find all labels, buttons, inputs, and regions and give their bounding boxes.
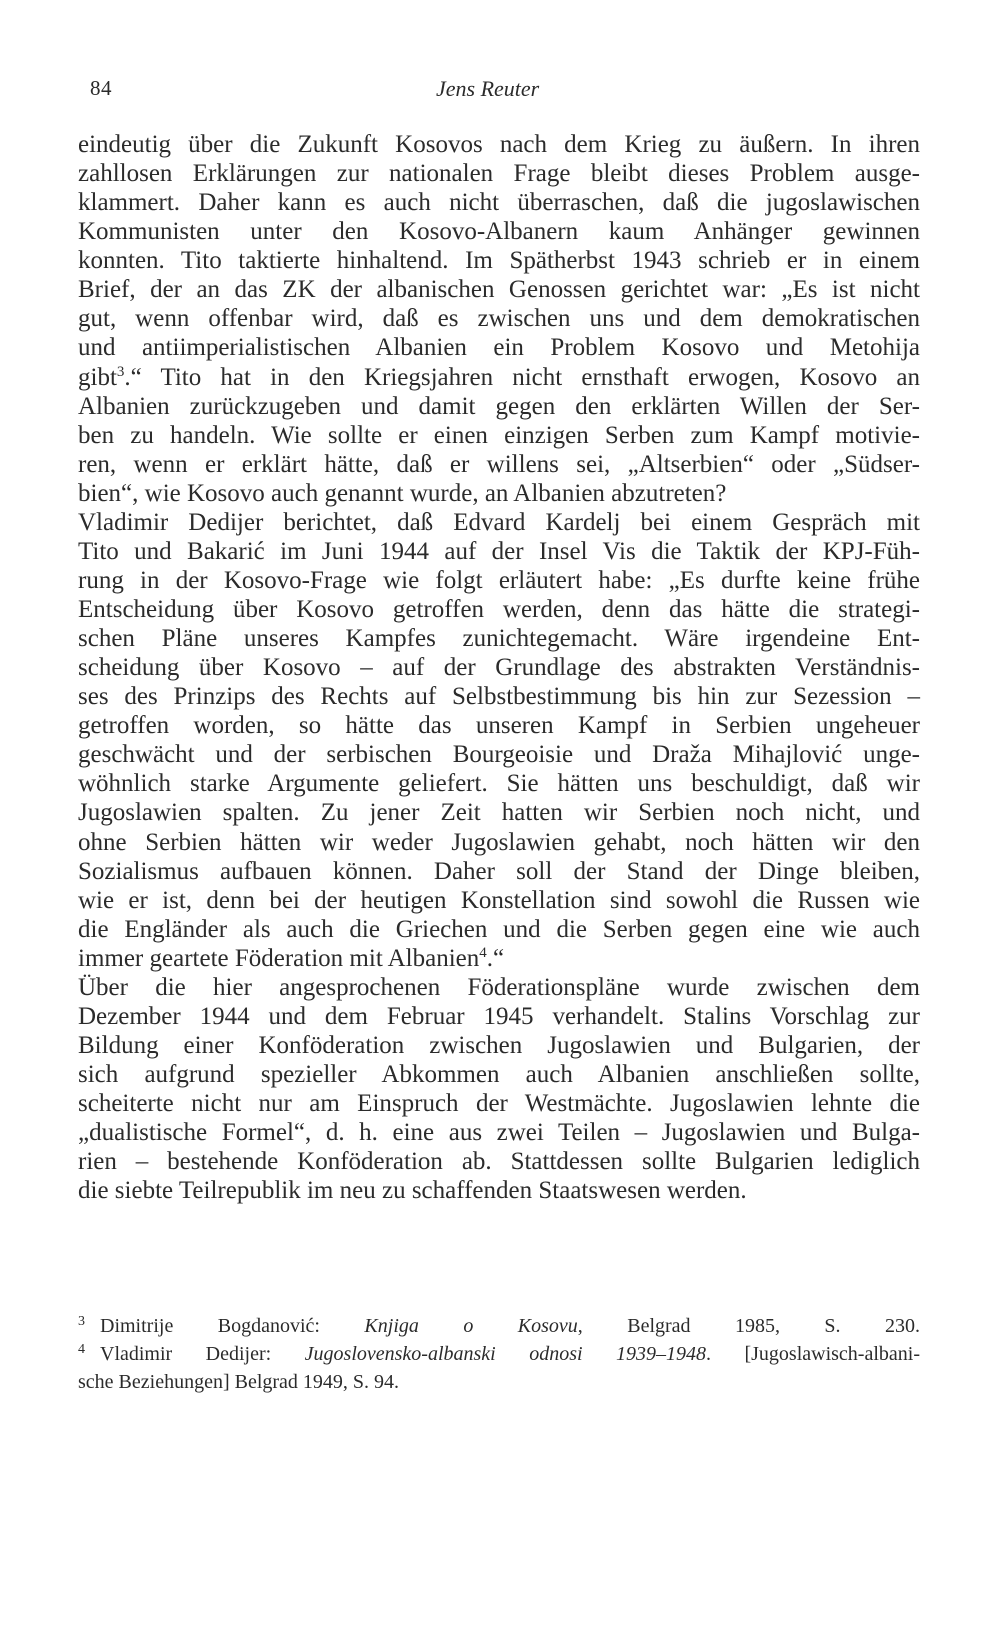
text-line-content: ses des Prinzips des Rechts auf Selbstbestimmung bis hin zur Sezession –: [78, 683, 920, 711]
footnote-title: Jugoslovensko-albanski odnosi 1939–1948: [304, 1343, 707, 1365]
text-line: [78, 508, 920, 537]
text-line: [78, 624, 920, 653]
text-line: [78, 798, 920, 827]
text-line: [78, 333, 920, 362]
text-line: [78, 566, 920, 595]
text-line-content: Albanien zurückzugeben und damit gegen den erklärten Willen der Ser-: [78, 392, 920, 420]
text-line-content: Brief, der an das ZK der albanischen Genossen gerichtet war: „Es ist nicht: [78, 276, 920, 304]
text-line: [78, 740, 920, 769]
text-line-content: scheidung über Kosovo – auf der Grundlage des abstrakten Verständnis-: [78, 654, 920, 682]
text-line-content: „dualistische Formel“, d. h. eine aus zwei Teilen – Jugoslawien und Bulga-: [78, 1119, 920, 1147]
text-line-content: ohne Serbien hätten wir weder Jugoslawien gehabt, noch hätten wir den: [78, 828, 920, 856]
text-line-content: immer geartete Föderation mit Albanien: [78, 944, 480, 972]
footnote-continuation-text: sche Beziehungen] Belgrad 1949, S. 94.: [78, 1371, 400, 1393]
page-header: [90, 70, 920, 110]
text-line: [78, 275, 920, 304]
text-line: [78, 1002, 920, 1031]
text-line: [78, 886, 920, 915]
text-line-content: scheiterte nicht nur am Einspruch der Westmächte. Jugoslawien lehnte die: [78, 1090, 920, 1118]
text-line-content: geschwächt und der serbischen Bourgeoisie und Draža Mihajlović unge-: [78, 741, 920, 769]
text-line: [78, 450, 920, 479]
text-line-content: Über die hier angesprochenen Föderationspläne wurde zwischen dem: [78, 973, 920, 1001]
text-line-content: wöhnlich starke Argumente geliefert. Sie hätten uns beschuldigt, daß wir: [78, 770, 920, 798]
text-line-content: ren, wenn er erklärt hätte, daß er willens sei, „Altserbien“ oder „Südser-: [78, 450, 920, 478]
body-text: [78, 130, 920, 1205]
text-line: [78, 915, 920, 944]
footnote-reference-mark: 4: [479, 944, 487, 961]
footnote-reference: , Belgrad 1985, S. 230.: [577, 1315, 921, 1337]
text-line-content: Vladimir Dedijer berichtet, daß Edvard Kardelj bei einem Gespräch mit: [78, 508, 920, 536]
text-line: [78, 711, 920, 740]
text-line-content: klammert. Daher kann es auch nicht überraschen, daß die jugoslawischen: [78, 189, 920, 217]
text-line: [78, 159, 920, 188]
page-number: 84: [90, 76, 112, 100]
text-line-content: bien“, wie Kosovo auch genannt wurde, an Albanien abzutreten?: [78, 479, 727, 507]
text-line-continuation: .“ Tito hat in den Kriegsjahren nicht ernsthaft erwogen, Kosovo an: [124, 363, 920, 391]
text-line: [78, 537, 920, 566]
text-line: [78, 479, 920, 508]
text-line: [78, 392, 920, 421]
text-line: [78, 857, 920, 886]
footnote-4: 4 Vladimir Dedijer: Jugoslovensko-albanski odnosi 1939–1948. [Jugoslawisch-albani-: [78, 1342, 920, 1365]
text-line: [78, 1118, 920, 1147]
footnote-author: Vladimir Dedijer:: [100, 1343, 305, 1365]
text-line: [78, 1147, 920, 1176]
text-line: [78, 246, 920, 275]
text-line: [78, 1176, 920, 1205]
text-line: [78, 304, 920, 333]
footnote-author: Dimitrije Bogdanović:: [100, 1315, 365, 1337]
text-line-content: Dezember 1944 und dem Februar 1945 verhandelt. Stalins Vorschlag zur: [78, 1002, 920, 1030]
text-line-content: die Engländer als auch die Griechen und die Serben gegen eine wie auch: [78, 915, 920, 943]
text-line-content: Jugoslawien spalten. Zu jener Zeit hatten wir Serbien noch nicht, und: [78, 799, 920, 827]
text-line: [78, 421, 920, 450]
text-line: [78, 188, 920, 217]
text-line-content: die siebte Teilrepublik im neu zu schaffenden Staatswesen werden.: [78, 1177, 747, 1205]
text-line-content: Kommunisten unter den Kosovo-Albanern kaum Anhänger gewinnen: [78, 218, 920, 246]
text-line-content: wie er ist, denn bei der heutigen Konstellation sind sowohl die Russen wie: [78, 886, 920, 914]
text-line-content: schen Pläne unseres Kampfes zunichtegemacht. Wäre irgendeine Ent-: [78, 625, 920, 653]
text-line: [78, 682, 920, 711]
text-line-content: Bildung einer Konföderation zwischen Jugoslawien und Bulgarien, der: [78, 1031, 920, 1059]
text-line: [78, 130, 920, 159]
footnote-reference: . [Jugoslawisch-albani-: [706, 1343, 920, 1365]
text-line-content: Entscheidung über Kosovo getroffen werden, denn das hätte die strategi-: [78, 596, 920, 623]
text-line-content: eindeutig über die Zukunft Kosovos nach dem Krieg zu äußern. In ihren: [78, 131, 920, 158]
text-line-content: Sozialismus aufbauen können. Daher soll der Stand der Dinge bleiben,: [78, 857, 920, 885]
text-line-content: Tito und Bakarić im Juni 1944 auf der Insel Vis die Taktik der KPJ-Füh-: [78, 537, 920, 565]
text-line: [78, 363, 920, 392]
text-line-content: ben zu handeln. Wie sollte er einen einzigen Serben zum Kampf motivie-: [78, 421, 920, 449]
footnotes: [78, 1312, 920, 1396]
text-line-content: gibt: [78, 363, 117, 391]
text-line-content: sich aufgrund spezieller Abkommen auch Albanien anschließen sollte,: [78, 1061, 920, 1088]
running-head: Jens Reuter: [436, 76, 540, 101]
text-line: [78, 1031, 920, 1060]
text-line: [78, 217, 920, 246]
text-line-content: gut, wenn offenbar wird, daß es zwischen uns und dem demokratischen: [78, 305, 920, 333]
footnote-title: Knjiga o Kosovu: [364, 1315, 578, 1337]
text-line-content: und antiimperialistischen Albanien ein Problem Kosovo und Metohija: [78, 334, 920, 362]
text-line-content: konnten. Tito taktierte hinhaltend. Im Spätherbst 1943 schrieb er in einem: [78, 247, 920, 275]
text-line: [78, 769, 920, 798]
text-line-content: rung in der Kosovo-Frage wie folgt erläutert habe: „Es durfte keine frühe: [78, 566, 920, 594]
text-line-content: getroffen worden, so hätte das unseren Kampf in Serbien ungeheuer: [78, 712, 920, 740]
text-line: [78, 653, 920, 682]
footnote-reference-mark: 3: [116, 363, 125, 380]
footnote-4-continuation: [78, 1368, 920, 1396]
text-line-continuation: .“: [486, 944, 505, 972]
text-line: [78, 595, 920, 624]
text-line-content: rien – bestehende Konföderation ab. Stattdessen sollte Bulgarien lediglich: [78, 1148, 920, 1176]
footnote-3: 3 Dimitrije Bogdanović: Knjiga o Kosovu, Belgrad 1985, S. 230.: [78, 1314, 921, 1337]
text-line: [78, 1089, 920, 1118]
text-line: [78, 1060, 920, 1089]
text-line: [78, 973, 920, 1002]
text-line-content: zahllosen Erklärungen zur nationalen Frage bleibt dieses Problem ausge-: [78, 160, 920, 188]
text-line: [78, 944, 920, 973]
text-line: [78, 828, 920, 857]
